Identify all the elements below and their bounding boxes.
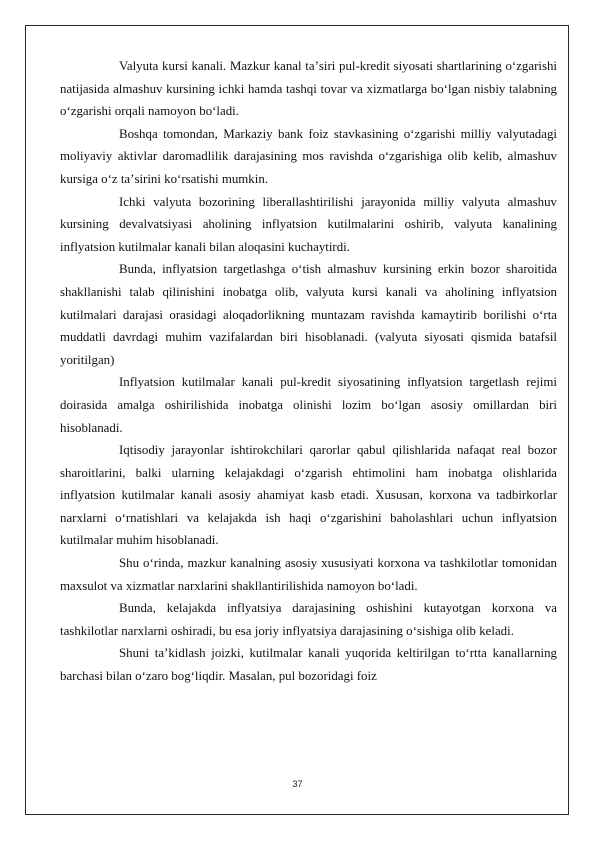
- page-number: 37: [292, 779, 303, 789]
- paragraph-iqtisodiy-jarayonlar: Iqtisodiy jarayonlar ishtirokchilari qarorlar qabul qilishlarida nafaqat real bozor sharoitlarini, balki ularning kelajakdagi oʻzgarish ehtimolini ham inobatga olishlarida inflyatsion kutilmalar kanali asosiy ahamiyat kasb etadi. Xususan, korxona va tadbirkorlar narxlarni oʻrnatishlari va kelajakda ish haqi oʻzgarishini baholashlari uchun inflyatsion kutilmalar muhim hisoblanadi.: [60, 443, 557, 548]
- paragraph-kutilmalar-kanali: Inflyatsion kutilmalar kanali pul-kredit siyosatining inflyatsion targetlash rejimi doirasida amalga oshirilishida inobatga olinishi lozim boʻlgan asosiy omillardan biri hisoblanadi.: [60, 375, 557, 435]
- paragraph-inflyatsion-targetlash: Bunda, inflyatsion targetlashga oʻtish almashuv kursining erkin bozor sharoitida shakllanishi talab qilinishini inobatga olib, valyuta kursi kanali va aholining inflyatsion kutilmalari darajasi orasidagi aloqadorlikning muntazam ravishda kamaytirib borilishi oʻrta muddatli davrdagi muhim vazifalardan biri hisoblanadi. (valyuta siyosati qismida batafsil yoritilgan): [60, 262, 557, 367]
- document-body: [60, 55, 557, 688]
- paragraph-narxlar-oshishi: Bunda, kelajakda inflyatsiya darajasining oshishini kutayotgan korxona va tashkilotlar narxlarni oshiradi, bu esa joriy inflyatsiya darajasining oʻsishiga olib keladi.: [60, 601, 557, 638]
- paragraph-valyuta-kursi-kanali: Valyuta kursi kanali. Mazkur kanal taʼsiri pul-kredit siyosati shartlarining oʻzgarishi natijasida almashuv kursining ichki hamda tashqi tovar va xizmatlarga boʻlgan nisbiy talabning oʻzgarishi orqali namoyon boʻladi.: [60, 59, 557, 119]
- paragraph-kanallar-bogliqligi: Shuni taʼkidlash joizki, kutilmalar kanali yuqorida keltirilgan toʻrtta kanallarning barchasi bilan oʻzaro bogʻliqdir. Masalan, pul bozoridagi foiz: [60, 646, 557, 684]
- paragraph-kanal-xususiyati: Shu oʻrinda, mazkur kanalning asosiy xususiyati korxona va tashkilotlar tomonidan maxsulot va xizmatlar narxlarini shakllantirilishida namoyon boʻladi.: [60, 556, 557, 593]
- paragraph-liberallashtirish: Ichki valyuta bozorining liberallashtirilishi jarayonida milliy valyuta almashuv kursining devalvatsiyasi aholining inflyatsion kutilmalarini oshirib, valyuta kanalining inflyatsion kutilmalar kanali bilan aloqasini kuchaytirdi.: [60, 194, 557, 254]
- paragraph-foiz-stavkasi: Boshqa tomondan, Markaziy bank foiz stavkasining oʻzgarishi milliy valyutadagi moliyaviy aktivlar daromadlilik darajasining mos ravishda oʻzgarishiga olib kelib, almashuv kursiga oʻz taʼsirini koʻrsatishi mumkin.: [60, 126, 557, 186]
